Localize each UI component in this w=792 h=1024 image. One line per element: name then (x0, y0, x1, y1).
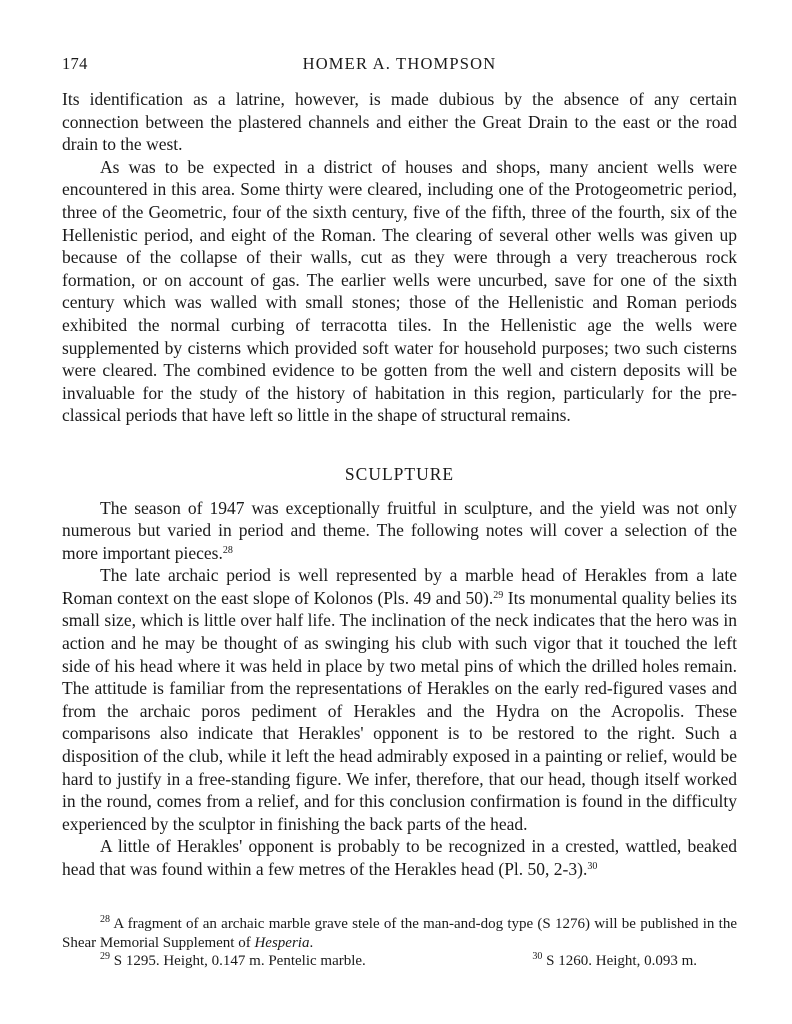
footnote-number: 29 (100, 951, 110, 962)
footnote-29 (100, 952, 366, 971)
paragraph-season-1947 (62, 497, 737, 565)
paragraph-latrine: Its identification as a latrine, however, is made dubious by the absence of any certain connection between the plastered channels and either the Great Drain to the east or the road drain to the west. (62, 89, 737, 155)
section-heading-sculpture: SCULPTURE (344, 463, 455, 484)
footnote-30 (532, 952, 737, 971)
footnote-ref-30[interactable]: 30 (587, 861, 598, 872)
running-head: HOMER A. THOMPSON (302, 54, 497, 73)
page-header (62, 54, 737, 74)
paragraph-text: Its monumental quality belies its small size, which is little over half life. The inclination of the neck indicates that the hero was in action and he may be thought of as swinging his club with such vigor that it touched the left side of his head where it was held in place by two metal pins of which the drilled holes remain. The attitude is familiar from the representations of Herakles on the early red-figured vases and from the archaic poros pediment of Herakles and the Hydra on the Acropolis. These comparisons also indicate that Herakles' opponent is to be restored to the right. Such a disposition of the club, while it left the head admirably exposed in a painting or relief, would be hard to justify in a free-standing figure. We infer, therefore, that our head, though itself worked in the round, comes from a relief, and for this conclusion confirmation is found in the difficulty experienced by the sculptor in finishing the back parts of the head. (62, 587, 737, 834)
footnote-text: S 1260. Height, 0.093 m. (542, 953, 697, 969)
footnotes (62, 915, 737, 971)
paragraph-text: The season of 1947 was exceptionally fruitful in sculpture, and the yield was not only numerous but varied in period and theme. The following notes will cover a selection of the more important pieces. (62, 497, 737, 563)
footnote-ref-29[interactable]: 29 (493, 589, 504, 601)
footnote-ref-28[interactable]: 28 (222, 544, 233, 556)
footnote-text: S 1295. Height, 0.147 m. Pentelic marble. (110, 953, 366, 969)
footnote-number: 30 (532, 951, 543, 962)
paragraph-herakles-head (62, 564, 737, 835)
page-number: 174 (62, 54, 88, 73)
paragraph-herakles-opponent (62, 835, 737, 880)
paragraph-text: The late archaic period is well represented by a marble head of Herakles from a late Roman context on the east slope of Kolonos (Pls. 49 and 50). (62, 565, 737, 608)
paragraph-wells: As was to be expected in a district of houses and shops, many ancient wells were encountered in this area. Some thirty were cleared, including one of the Protogeometric period, three of the Geometric, four of the sixth century, five of the fifth, three of the fourth, six of the Hellenistic period, and eight of the Roman. The clearing of several other wells was given up because of the collapse of their walls, cut as they were through a very treacherous rock formation, or on account of gas. The earlier wells were uncurbed, save for one of the sixth century which was walled with small stones; those of the Hellenistic and Roman periods exhibited the normal curbing of terracotta tiles. In the Hellenistic age the wells were supplemented by cisterns which provided soft water for household purposes; two such cisterns were cleared. The combined evidence to be gotten from the well and cistern deposits will be invaluable for the study of the history of habitation in this region, particularly for the pre-classical periods that have left so little in the shape of structural remains. (62, 156, 737, 426)
footnote-28 (62, 915, 737, 952)
footnote-number: 28 (100, 914, 110, 925)
paragraph-text: A little of Herakles' opponent is probably to be recognized in a crested, wattled, beaked head that was found within a few metres of the Herakles head (Pl. 50, 2-3). (62, 836, 737, 879)
footnote-row-29-30 (62, 952, 737, 971)
article-body (62, 88, 737, 881)
journal-title: Hesperia (254, 934, 310, 951)
footnote-text: A fragment of an archaic marble grave stele of the man-and-dog type (S 1276) will be published in the Shear Memorial Supplement of (62, 916, 737, 951)
footnote-text-end: . (309, 934, 314, 951)
